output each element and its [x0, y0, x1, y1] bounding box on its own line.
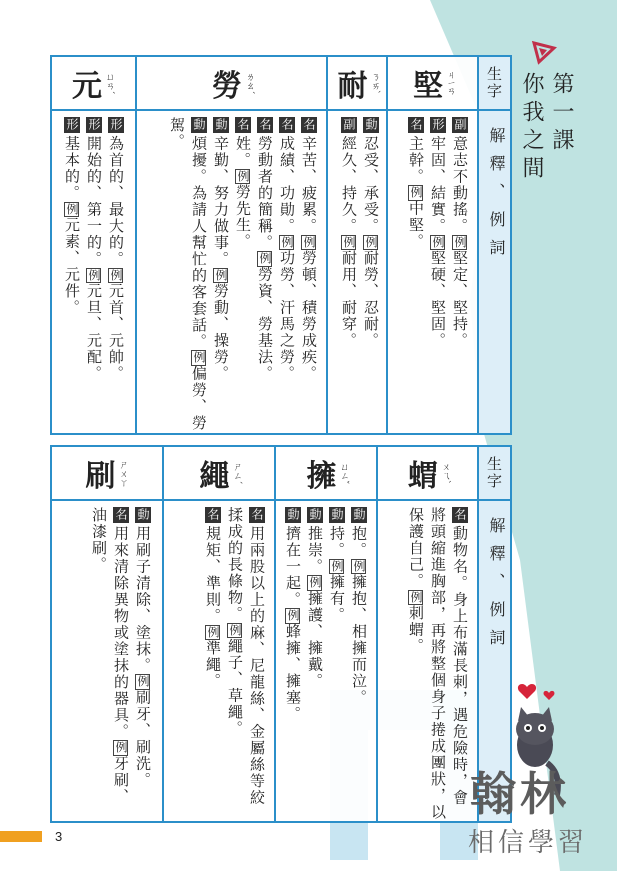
example-mark: 例	[192, 351, 206, 365]
example: 蜂擁、擁塞。	[284, 623, 302, 723]
char-shua: 刷	[85, 459, 116, 494]
entry	[232, 117, 254, 433]
entries-lao	[135, 109, 328, 433]
definition: 用來清除異物或塗抹的器具。	[112, 525, 130, 740]
definition: 規矩、準則。	[204, 525, 222, 625]
entries-yuan	[50, 109, 135, 433]
definition: 動物名。身上布滿長刺，遇危險時，會將頭縮進胸部，再將整個身子捲成團狀，以保護自己。	[407, 507, 469, 821]
entry-list	[166, 117, 320, 433]
example-mark: 例	[409, 186, 423, 200]
entry	[338, 117, 360, 349]
entry	[166, 117, 210, 433]
char-cell-lao	[135, 57, 328, 109]
entries-jian	[386, 109, 479, 433]
page-number-bar	[0, 831, 42, 842]
definition: 基本的。	[63, 135, 81, 202]
vocab-table-2	[50, 445, 512, 823]
label-header: 生字	[479, 447, 510, 501]
definition: 經久、持久。	[340, 135, 358, 235]
char-nai: 耐	[337, 69, 368, 104]
definition: 辛苦、疲累。	[300, 135, 318, 235]
example: 中堅。	[407, 200, 425, 250]
definition: 抱。	[350, 525, 368, 559]
entries-shua	[50, 499, 162, 821]
example: 耐勞、忍耐。	[362, 250, 380, 349]
example: 繩子、草繩。	[226, 638, 244, 737]
page-number: 3	[55, 829, 63, 844]
entry	[83, 117, 105, 382]
example: 偏勞、勞駕。	[168, 117, 208, 432]
char-cell-jian	[386, 57, 479, 109]
entry	[132, 507, 154, 821]
entry	[88, 507, 132, 821]
example: 勞資、勞基法。	[256, 266, 274, 382]
entry	[105, 117, 127, 382]
char-yuan: 元	[72, 69, 102, 104]
entry	[348, 507, 370, 723]
entry	[61, 117, 83, 382]
example: 準繩。	[204, 640, 222, 690]
label-body: 解釋、例詞	[487, 517, 506, 657]
pos-tag: 名	[236, 118, 250, 132]
example: 元素、元件。	[63, 217, 81, 316]
entry	[210, 117, 232, 433]
pos-tag: 形	[87, 118, 101, 132]
example: 堅硬、堅固。	[429, 250, 447, 349]
entries-nai	[326, 109, 388, 433]
pos-tag: 名	[302, 118, 316, 132]
entry-list	[282, 507, 370, 723]
definition: 姓。	[234, 135, 252, 169]
entry-list	[405, 117, 471, 349]
example-mark: 例	[342, 235, 356, 249]
char-cell-yong	[274, 447, 378, 499]
lesson-title	[519, 72, 576, 184]
pos-tag: 動	[136, 508, 150, 522]
entry-list	[88, 507, 154, 821]
example-mark: 例	[258, 252, 272, 266]
entries-yong	[274, 499, 378, 821]
char-lao: 勞	[212, 69, 242, 104]
entry	[276, 117, 298, 433]
example-mark: 例	[302, 235, 316, 249]
example-mark: 例	[236, 169, 250, 183]
zhuyin-yuan: ㄩㄢˊ	[104, 71, 114, 95]
example: 刺蝟。	[407, 605, 425, 655]
pos-tag: 名	[114, 508, 128, 522]
zhuyin-yong: ㄩㄥˇ	[338, 461, 349, 485]
definition: 為首的、最大的。	[107, 135, 125, 268]
char-cell-nai	[326, 57, 388, 109]
pos-tag: 形	[431, 118, 445, 132]
entries-wei	[376, 499, 479, 821]
example: 刷牙、刷洗。	[134, 689, 152, 789]
zhuyin-nai: ㄋㄞˋ	[369, 71, 380, 95]
entry	[427, 117, 449, 349]
pos-tag: 動	[352, 508, 366, 522]
pos-tag: 動	[308, 508, 322, 522]
definition: 開始的、第一的。	[85, 135, 103, 268]
pos-tag: 副	[453, 118, 467, 132]
example-mark: 例	[114, 741, 128, 755]
definition: 勞動者的簡稱。	[256, 135, 274, 251]
char-sheng: 繩	[199, 459, 230, 494]
entry	[282, 507, 304, 723]
pos-tag: 動	[214, 118, 228, 132]
char-wei: 蝟	[408, 459, 438, 494]
entry	[202, 507, 224, 821]
entry	[224, 507, 268, 821]
entry	[304, 507, 326, 723]
entry-list	[61, 117, 127, 382]
example-mark: 例	[65, 202, 79, 216]
pos-tag: 動	[330, 508, 344, 522]
example: 元首、元帥。	[107, 283, 125, 382]
pos-tag: 副	[342, 118, 356, 132]
pos-tag: 名	[250, 508, 264, 522]
definition: 意志不動搖。	[451, 135, 469, 235]
example-mark: 例	[352, 559, 366, 573]
pos-tag: 名	[206, 508, 220, 522]
definition: 煩擾。為請人幫忙的客套話。	[190, 135, 208, 350]
entry	[254, 117, 276, 433]
definition: 成績、功勛。	[278, 135, 296, 235]
entry	[360, 117, 382, 349]
char-jian: 堅	[413, 69, 443, 104]
triangle-logo-icon	[531, 40, 557, 66]
example: 耐用、耐穿。	[340, 250, 358, 349]
example-mark: 例	[308, 576, 322, 590]
example-mark: 例	[136, 675, 150, 689]
entry	[449, 117, 471, 349]
char-cell-yuan	[50, 57, 135, 109]
pos-tag: 動	[286, 508, 300, 522]
vocab-table-1	[50, 55, 512, 435]
entry	[405, 117, 427, 349]
example: 堅定、堅持。	[451, 250, 469, 349]
definition: 擠在一起。	[284, 525, 302, 608]
entry	[298, 117, 320, 433]
example: 牙刷、油漆刷。	[90, 507, 130, 805]
example-mark: 例	[109, 268, 123, 282]
brand-logo	[468, 758, 589, 857]
zhuyin-sheng: ㄕㄥˊ	[231, 461, 242, 485]
char-yong: 擁	[306, 459, 337, 494]
brand-name: 翰林	[470, 768, 570, 820]
example-mark: 例	[214, 268, 228, 282]
example-mark: 例	[431, 235, 445, 249]
entry-list	[405, 507, 471, 821]
lesson-number: 第一課	[549, 72, 574, 156]
pos-tag: 形	[109, 118, 123, 132]
example-mark: 例	[206, 625, 220, 639]
definition: 推崇。	[306, 525, 324, 575]
definition: 辛勤、努力做事。	[212, 135, 230, 268]
example: 勞先生。	[234, 184, 252, 250]
example: 擁護、擁戴。	[306, 590, 324, 690]
pos-tag: 動	[192, 118, 206, 132]
zhuyin-jian: ㄐㄧㄢ	[445, 70, 455, 96]
zhuyin-lao: ㄌㄠˊ	[244, 71, 254, 95]
example-mark: 例	[364, 235, 378, 249]
pos-tag: 名	[409, 118, 423, 132]
entry	[326, 507, 348, 723]
example: 勞頓、積勞成疾。	[300, 250, 318, 382]
lesson-name: 你我之間	[519, 72, 544, 184]
example: 勞動、操勞。	[212, 283, 230, 382]
char-cell-wei	[376, 447, 479, 499]
example-mark: 例	[409, 590, 423, 604]
example-mark: 例	[453, 235, 467, 249]
pos-tag: 名	[280, 118, 294, 132]
example-mark: 例	[87, 268, 101, 282]
definition: 用兩股以上的麻、尼龍絲、金屬絲等絞揉成的長條物。	[226, 507, 266, 806]
char-cell-shua	[50, 447, 162, 499]
example: 擁抱、相擁而泣。	[350, 574, 368, 706]
zhuyin-wei: ㄨㄟˋ	[440, 461, 450, 485]
example: 功勞、汗馬之勞。	[278, 250, 296, 382]
example-mark: 例	[228, 623, 242, 637]
entry	[405, 507, 471, 821]
definition: 主幹。	[407, 135, 425, 185]
definition: 用刷子清除、塗抹。	[134, 525, 152, 674]
pos-tag: 名	[453, 508, 467, 522]
example: 擁有。	[328, 574, 346, 624]
entry-list	[202, 507, 268, 821]
example-mark: 例	[280, 235, 294, 249]
definition: 持。	[328, 525, 346, 559]
label-header: 生字	[479, 57, 510, 111]
example-mark: 例	[286, 609, 300, 623]
label-body: 解釋、例詞	[487, 127, 506, 267]
example: 元旦、元配。	[85, 283, 103, 382]
entry-list	[338, 117, 382, 349]
label-column	[477, 57, 510, 433]
entries-sheng	[162, 499, 276, 821]
pos-tag: 名	[258, 118, 272, 132]
example-mark: 例	[330, 559, 344, 573]
brand-slogan: 相信學習	[468, 827, 589, 857]
definition: 牢固、結實。	[429, 135, 447, 235]
zhuyin-shua: ㄕㄨㄚ	[117, 459, 128, 487]
pos-tag: 形	[65, 118, 79, 132]
char-cell-sheng	[162, 447, 276, 499]
definition: 忍受、承受。	[362, 135, 380, 235]
pos-tag: 動	[364, 118, 378, 132]
